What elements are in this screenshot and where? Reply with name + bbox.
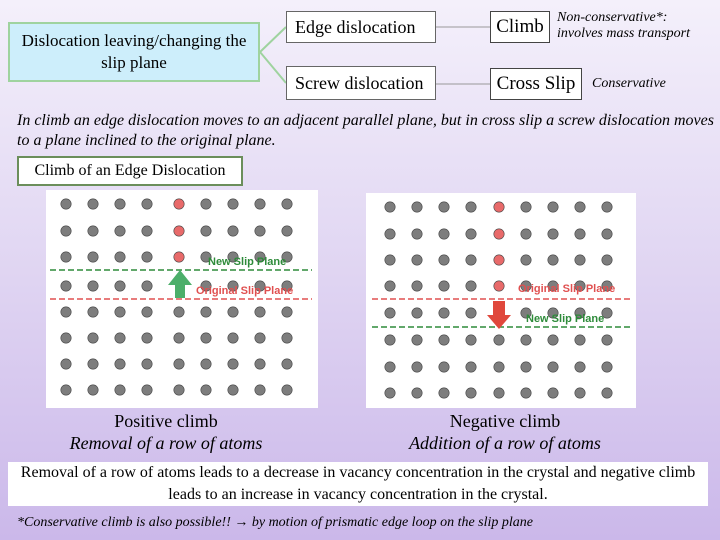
atom: [385, 335, 395, 345]
atom: [602, 255, 612, 265]
screw-dislocation-label: Screw dislocation: [295, 72, 424, 93]
atom: [521, 335, 531, 345]
atom: [575, 362, 585, 372]
dislocation-label: Dislocation leaving/changing the slip plane: [21, 31, 247, 72]
atom: [282, 199, 292, 209]
connector-to-screw: [260, 52, 286, 83]
atom: [548, 255, 558, 265]
right-original-plane-label: Original Slip Plane: [518, 283, 616, 295]
negative-climb-lattice: [366, 193, 636, 408]
atom: [142, 385, 152, 395]
negative-climb-subtitle: Addition of a row of atoms: [409, 433, 601, 453]
atom: [494, 362, 504, 372]
atom: [255, 359, 265, 369]
atom: [575, 229, 585, 239]
cross-slip-box: [490, 68, 582, 100]
atom: [412, 308, 422, 318]
footnote: *Conservative climb is also possible!! → by motion of prismatic edge loop on the slip plane: [17, 515, 533, 530]
atom: [115, 385, 125, 395]
atom: [201, 359, 211, 369]
atom: [439, 281, 449, 291]
atom: [61, 226, 71, 236]
atom: [602, 335, 612, 345]
atom: [412, 255, 422, 265]
atom: [282, 359, 292, 369]
atom: [228, 385, 238, 395]
atom: [548, 229, 558, 239]
atom: [174, 199, 184, 209]
negative-climb-title: Negative climb: [449, 411, 561, 431]
atom: [494, 202, 504, 212]
atom: [548, 388, 558, 398]
climb-box: [490, 11, 550, 43]
atom: [466, 335, 476, 345]
atom: [142, 333, 152, 343]
atom: [439, 335, 449, 345]
atom: [115, 307, 125, 317]
atom: [88, 226, 98, 236]
positive-climb-lattice: [46, 190, 318, 408]
atom: [412, 281, 422, 291]
section-title: [17, 156, 243, 186]
atom: [61, 199, 71, 209]
atom: [439, 229, 449, 239]
atom: [228, 226, 238, 236]
atom: [201, 385, 211, 395]
atom: [142, 199, 152, 209]
atom: [282, 226, 292, 236]
atom: [142, 252, 152, 262]
atom: [466, 202, 476, 212]
intro-text: In climb an edge dislocation moves to an adjacent parallel plane, but in cross slip a screw dislocation moves to a plane inclined to the original plane.: [17, 112, 714, 149]
positive-climb-title: Positive climb: [114, 411, 218, 431]
atom: [521, 255, 531, 265]
atom: [521, 229, 531, 239]
atom: [412, 229, 422, 239]
atom: [521, 362, 531, 372]
atom: [88, 281, 98, 291]
atom: [228, 359, 238, 369]
connector-to-edge: [260, 27, 286, 52]
atom: [142, 307, 152, 317]
atom: [385, 229, 395, 239]
atom: [115, 281, 125, 291]
atom: [201, 199, 211, 209]
atom: [88, 252, 98, 262]
atom: [142, 359, 152, 369]
atom: [61, 252, 71, 262]
atom: [494, 229, 504, 239]
atom: [61, 281, 71, 291]
atom: [439, 202, 449, 212]
atom: [548, 335, 558, 345]
atom: [494, 335, 504, 345]
negative-climb-caption: [380, 410, 630, 454]
atom: [439, 255, 449, 265]
atom: [575, 202, 585, 212]
screw-dislocation-box: [286, 66, 436, 100]
positive-climb-subtitle: Removal of a row of atoms: [69, 433, 263, 453]
atom: [88, 307, 98, 317]
atom: [88, 385, 98, 395]
atom: [521, 388, 531, 398]
atom: [521, 202, 531, 212]
summary-text: Removal of a row of atoms leads to a decrease in vacancy concentration in the crystal and negative climb leads to an increase in vacancy concentration in the crystal.: [20, 464, 696, 503]
non-conservative-label: Non-conservative*:: [557, 10, 668, 25]
atom: [174, 252, 184, 262]
atom: [385, 362, 395, 372]
atom: [575, 335, 585, 345]
atom: [142, 226, 152, 236]
atom: [61, 333, 71, 343]
atom: [466, 255, 476, 265]
atom: [61, 385, 71, 395]
atom: [385, 388, 395, 398]
right-atom-grid: [385, 202, 612, 398]
atom: [255, 199, 265, 209]
atom: [412, 388, 422, 398]
atom: [88, 359, 98, 369]
atom: [602, 388, 612, 398]
summary-box: [8, 462, 708, 506]
atom: [385, 202, 395, 212]
up-arrow-icon: [168, 270, 192, 298]
atom: [548, 202, 558, 212]
atom: [466, 281, 476, 291]
atom: [228, 333, 238, 343]
atom: [439, 362, 449, 372]
atom: [439, 308, 449, 318]
atom: [494, 388, 504, 398]
cross-slip-label: Cross Slip: [496, 73, 576, 94]
climb-label: Climb: [496, 16, 544, 37]
right-new-plane-label: New Slip Plane: [526, 313, 605, 325]
atom: [494, 281, 504, 291]
edge-dislocation-label: Edge dislocation: [295, 16, 416, 37]
atom: [412, 202, 422, 212]
atom: [174, 333, 184, 343]
atom: [282, 307, 292, 317]
left-original-plane-label: Original Slip Plane: [196, 285, 294, 297]
atom: [282, 333, 292, 343]
atom: [494, 255, 504, 265]
atom: [255, 226, 265, 236]
atom: [466, 388, 476, 398]
atom: [602, 362, 612, 372]
atom: [115, 333, 125, 343]
positive-climb-figure: [46, 190, 318, 408]
atom: [385, 255, 395, 265]
down-arrow-icon: [487, 301, 511, 329]
dislocation-box: [8, 22, 260, 82]
atom: [255, 333, 265, 343]
atom: [88, 199, 98, 209]
left-new-plane-label: New Slip Plane: [208, 256, 287, 268]
atom: [575, 388, 585, 398]
atom: [602, 229, 612, 239]
atom: [385, 281, 395, 291]
atom: [282, 385, 292, 395]
atom: [228, 307, 238, 317]
atom: [142, 281, 152, 291]
atom: [575, 255, 585, 265]
atom: [412, 335, 422, 345]
non-conservative-note: [557, 10, 690, 42]
atom: [228, 199, 238, 209]
atom: [88, 333, 98, 343]
conservative-note: Conservative: [592, 76, 666, 91]
atom: [174, 359, 184, 369]
atom: [201, 307, 211, 317]
atom: [174, 385, 184, 395]
atom: [174, 307, 184, 317]
atom: [174, 226, 184, 236]
atom: [255, 307, 265, 317]
atom: [255, 385, 265, 395]
atom: [61, 307, 71, 317]
atom: [412, 362, 422, 372]
mass-transport-label: involves mass transport: [557, 26, 690, 41]
atom: [385, 308, 395, 318]
negative-climb-figure: [366, 193, 636, 408]
atom: [115, 252, 125, 262]
atom: [466, 362, 476, 372]
atom: [466, 229, 476, 239]
atom: [115, 359, 125, 369]
atom: [602, 202, 612, 212]
positive-climb-caption: [46, 410, 286, 454]
atom: [115, 199, 125, 209]
edge-dislocation-box: [286, 11, 436, 43]
atom: [61, 359, 71, 369]
atom: [439, 388, 449, 398]
section-title-label: Climb of an Edge Dislocation: [34, 162, 226, 179]
atom: [466, 308, 476, 318]
atom: [201, 226, 211, 236]
atom: [548, 362, 558, 372]
atom: [201, 333, 211, 343]
atom: [115, 226, 125, 236]
